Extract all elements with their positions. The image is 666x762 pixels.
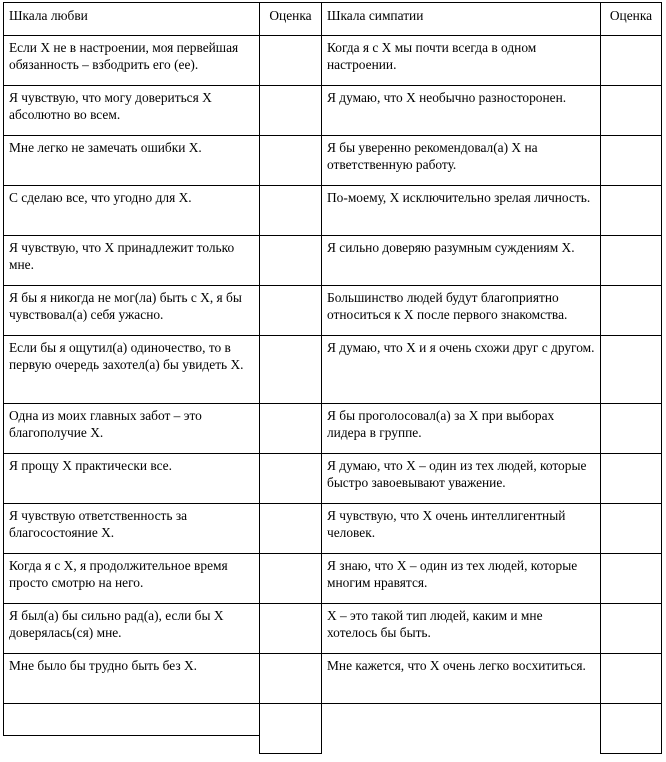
table-row — [3, 236, 662, 286]
love-statement: Я чувствую ответственность за благосостояние Х. — [3, 504, 259, 553]
empty-love-score-cell[interactable] — [259, 704, 321, 754]
table-row-empty — [3, 704, 662, 754]
table-row — [3, 504, 662, 554]
table-row — [3, 554, 662, 604]
love-score-cell[interactable] — [259, 186, 321, 235]
liking-statement: По-моему, Х исключительно зрелая личность. — [321, 186, 600, 235]
liking-statement: Я думаю, что Х и я очень схожи друг с другом. — [321, 336, 600, 403]
liking-statement: Я чувствую, что Х очень интеллигентный человек. — [321, 504, 600, 553]
liking-score-cell[interactable] — [600, 654, 662, 703]
love-statement: Если Х не в настроении, моя первейшая обязанность – взбодрить его (ее). — [3, 36, 259, 85]
table-header-row — [3, 2, 662, 36]
liking-statement: Большинство людей будут благоприятно относиться к Х после первого знакомства. — [321, 286, 600, 335]
love-statement: Я чувствую, что могу довериться Х абсолютно во всем. — [3, 86, 259, 135]
love-statement: Я чувствую, что Х принадлежит только мне. — [3, 236, 259, 285]
love-statement: Одна из моих главных забот – это благополучие Х. — [3, 404, 259, 453]
table-row — [3, 136, 662, 186]
table-row — [3, 36, 662, 86]
table-row — [3, 454, 662, 504]
liking-scale-header: Шкала симпатии — [321, 3, 600, 35]
liking-statement: Я знаю, что Х – один из тех людей, которые многим нравятся. — [321, 554, 600, 603]
liking-statement: Я думаю, что Х необычно разносторонен. — [321, 86, 600, 135]
love-statement: Я бы я никогда не мог(ла) быть с Х, я бы чувствовал(а) себя ужасно. — [3, 286, 259, 335]
love-score-cell[interactable] — [259, 136, 321, 185]
love-statement: С сделаю все, что угодно для Х. — [3, 186, 259, 235]
liking-score-cell[interactable] — [600, 604, 662, 653]
empty-love-cell — [3, 704, 259, 736]
table-row — [3, 336, 662, 404]
liking-statement: Мне кажется, что Х очень легко восхититься. — [321, 654, 600, 703]
table-row — [3, 604, 662, 654]
liking-score-cell[interactable] — [600, 504, 662, 553]
love-statement: Мне было бы трудно быть без Х. — [3, 654, 259, 703]
liking-score-cell[interactable] — [600, 404, 662, 453]
liking-score-cell[interactable] — [600, 186, 662, 235]
liking-statement: Я бы проголосовал(а) за Х при выборах лидера в группе. — [321, 404, 600, 453]
love-score-header: Оценка — [259, 3, 321, 35]
liking-score-cell[interactable] — [600, 236, 662, 285]
empty-liking-score-cell[interactable] — [600, 704, 662, 754]
liking-score-header: Оценка — [600, 3, 662, 35]
table-row — [3, 404, 662, 454]
liking-statement: Я думаю, что Х – один из тех людей, которые быстро завоевывают уважение. — [321, 454, 600, 503]
liking-score-cell[interactable] — [600, 286, 662, 335]
liking-statement: Х – это такой тип людей, каким и мне хотелось бы быть. — [321, 604, 600, 653]
love-score-cell[interactable] — [259, 404, 321, 453]
liking-statement: Я сильно доверяю разумным суждениям Х. — [321, 236, 600, 285]
liking-score-cell[interactable] — [600, 36, 662, 85]
love-statement: Мне легко не замечать ошибки Х. — [3, 136, 259, 185]
liking-statement: Когда я с Х мы почти всегда в одном настроении. — [321, 36, 600, 85]
table-row — [3, 86, 662, 136]
table-row — [3, 286, 662, 336]
love-score-cell[interactable] — [259, 86, 321, 135]
love-statement: Я был(а) бы сильно рад(а), если бы Х доверялась(ся) мне. — [3, 604, 259, 653]
love-score-cell[interactable] — [259, 604, 321, 653]
liking-statement: Я бы уверенно рекомендовал(а) Х на ответственную работу. — [321, 136, 600, 185]
empty-liking-cell — [321, 704, 600, 754]
table-row — [3, 186, 662, 236]
love-score-cell[interactable] — [259, 336, 321, 403]
love-statement: Я прощу Х практически все. — [3, 454, 259, 503]
liking-score-cell[interactable] — [600, 554, 662, 603]
liking-score-cell[interactable] — [600, 454, 662, 503]
love-scale-header: Шкала любви — [3, 3, 259, 35]
love-score-cell[interactable] — [259, 286, 321, 335]
love-score-cell[interactable] — [259, 236, 321, 285]
love-score-cell[interactable] — [259, 454, 321, 503]
love-score-cell[interactable] — [259, 554, 321, 603]
love-score-cell[interactable] — [259, 654, 321, 703]
liking-score-cell[interactable] — [600, 136, 662, 185]
questionnaire-table — [3, 2, 662, 754]
love-score-cell[interactable] — [259, 36, 321, 85]
liking-score-cell[interactable] — [600, 336, 662, 403]
love-score-cell[interactable] — [259, 504, 321, 553]
love-statement: Если бы я ощутил(а) одиночество, то в первую очередь захотел(а) бы увидеть Х. — [3, 336, 259, 403]
liking-score-cell[interactable] — [600, 86, 662, 135]
love-statement: Когда я с Х, я продолжительное время просто смотрю на него. — [3, 554, 259, 603]
table-row — [3, 654, 662, 704]
